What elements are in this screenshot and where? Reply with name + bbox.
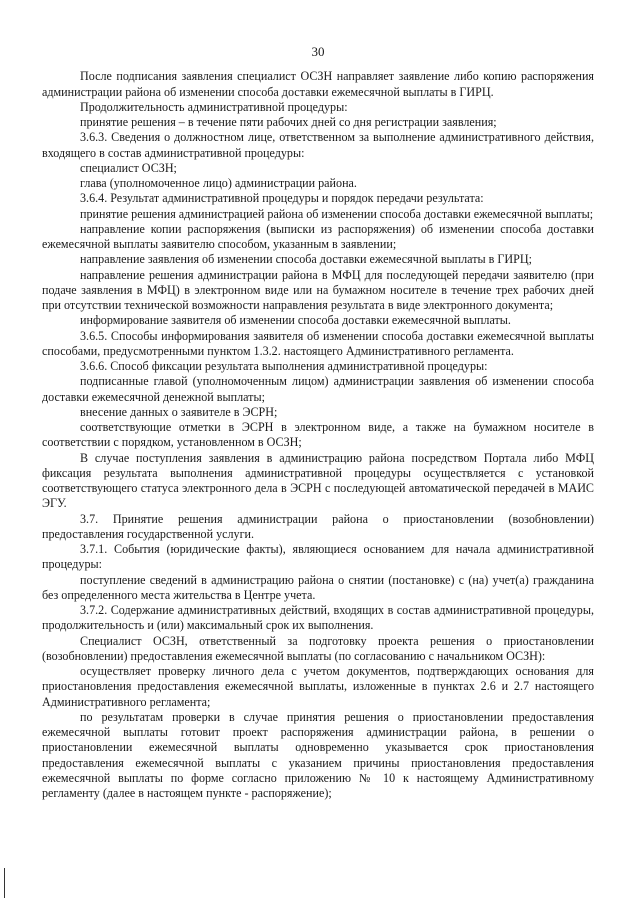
- paragraph: внесение данных о заявителе в ЭСРН;: [80, 404, 278, 419]
- paragraph: 3.6.5. Способы информирования заявителя об изменении способа доставки ежемесячной выплаты способами, предусмотренными пунктом 1.3.2. настоящего Административного регламента.: [42, 328, 594, 358]
- paragraph: 3.6.4. Результат административной процедуры и порядок передачи результата:: [80, 191, 484, 206]
- paragraph: направление копии распоряжения (выписки из распоряжения) об изменении способа доставки ежемесячной выплаты заявителю способом, указанным в заявлении;: [42, 221, 594, 251]
- paragraph: поступление сведений в администрацию района о снятии (постановке) с (на) учет(а) гражданина без определенного места жительства в Центре учета.: [42, 572, 594, 602]
- document-body: [42, 69, 594, 801]
- paragraph: В случае поступления заявления в администрацию района посредством Портала либо МФЦ фиксация результата выполнения административной процедуры осуществляется с установкой соответствующего статуса электронного дела в ЭСРН с последующей автоматической передачей в МАИС ЭГУ.: [42, 450, 594, 511]
- paragraph: 3.7. Принятие решения администрации района о приостановлении (возобновлении) предоставления государственной услуги.: [42, 511, 594, 541]
- paragraph: осуществляет проверку личного дела с учетом документов, подтверждающих основания для приостановления предоставления ежемесячной выплаты, изложенные в пунктах 2.6 и 2.7 настоящего Административного регламента;: [42, 664, 594, 709]
- page-number: 30: [311, 44, 325, 59]
- paragraph: принятие решения – в течение пяти рабочих дней со дня регистрации заявления;: [80, 115, 497, 129]
- paragraph: 3.6.3. Сведения о должностном лице, ответственном за выполнение административного действия, входящего в состав административной процедуры:: [42, 130, 594, 160]
- paragraph: 3.7.1. События (юридические факты), являющиеся основанием для начала административной процедуры:: [42, 542, 594, 572]
- scan-edge-mark: [4, 868, 5, 898]
- paragraph: информирование заявителя об изменении способа доставки ежемесячной выплаты.: [80, 313, 511, 328]
- paragraph: подписанные главой (уполномоченным лицом) администрации заявления об изменении способа доставки ежемесячной денежной выплаты;: [42, 374, 594, 404]
- paragraph: направление решения администрации района в МФЦ для последующей передачи заявителю (при подаче заявления в МФЦ) в электронном виде или на бумажном носителе в течение трех рабочих дней при отсутствии технической возможности направления результата в виде электронного документа;: [42, 267, 594, 312]
- paragraph: 3.6.6. Способ фиксации результата выполнения административной процедуры:: [80, 359, 488, 373]
- paragraph: по результатам проверки в случае принятия решения о приостановлении предоставления ежемесячной выплаты готовит проект распоряжения администрации района, в решении о приостановлении ежемесячной выплаты одновременно указывается срок приостановления предоставления ежемесячной выплаты с указанием причины приостановления предоставления ежемесячной выплаты по форме согласно приложению № 10 к настоящему Административному регламенту (далее в настоящем пункте - распоряжение);: [42, 709, 594, 800]
- paragraph: После подписания заявления специалист ОСЗН направляет заявление либо копию распоряжения администрации района об изменении способа доставки ежемесячной выплаты в ГИРЦ.: [42, 69, 594, 99]
- paragraph: Специалист ОСЗН, ответственный за подготовку проекта решения о приостановлении (возобновлении) предоставления ежемесячной выплаты (по согласованию с начальником ОСЗН):: [42, 633, 594, 663]
- paragraph: 3.7.2. Содержание административных действий, входящих в состав административной процедуры, продолжительность и (или) максимальный срок их выполнения.: [42, 603, 594, 633]
- paragraph: направление заявления об изменении способа доставки ежемесячной выплаты в ГИРЦ;: [80, 252, 532, 267]
- paragraph: Продолжительность административной процедуры:: [80, 99, 348, 114]
- paragraph: специалист ОСЗН;: [80, 160, 177, 175]
- paragraph: принятие решения администрацией района об изменении способа доставки ежемесячной выплаты;: [80, 206, 594, 221]
- paragraph: соответствующие отметки в ЭСРН в электронном виде, а также на бумажном носителе в соответствии с порядком, установленном в ОСЗН;: [42, 420, 594, 450]
- paragraph: глава (уполномоченное лицо) администрации района.: [80, 176, 357, 190]
